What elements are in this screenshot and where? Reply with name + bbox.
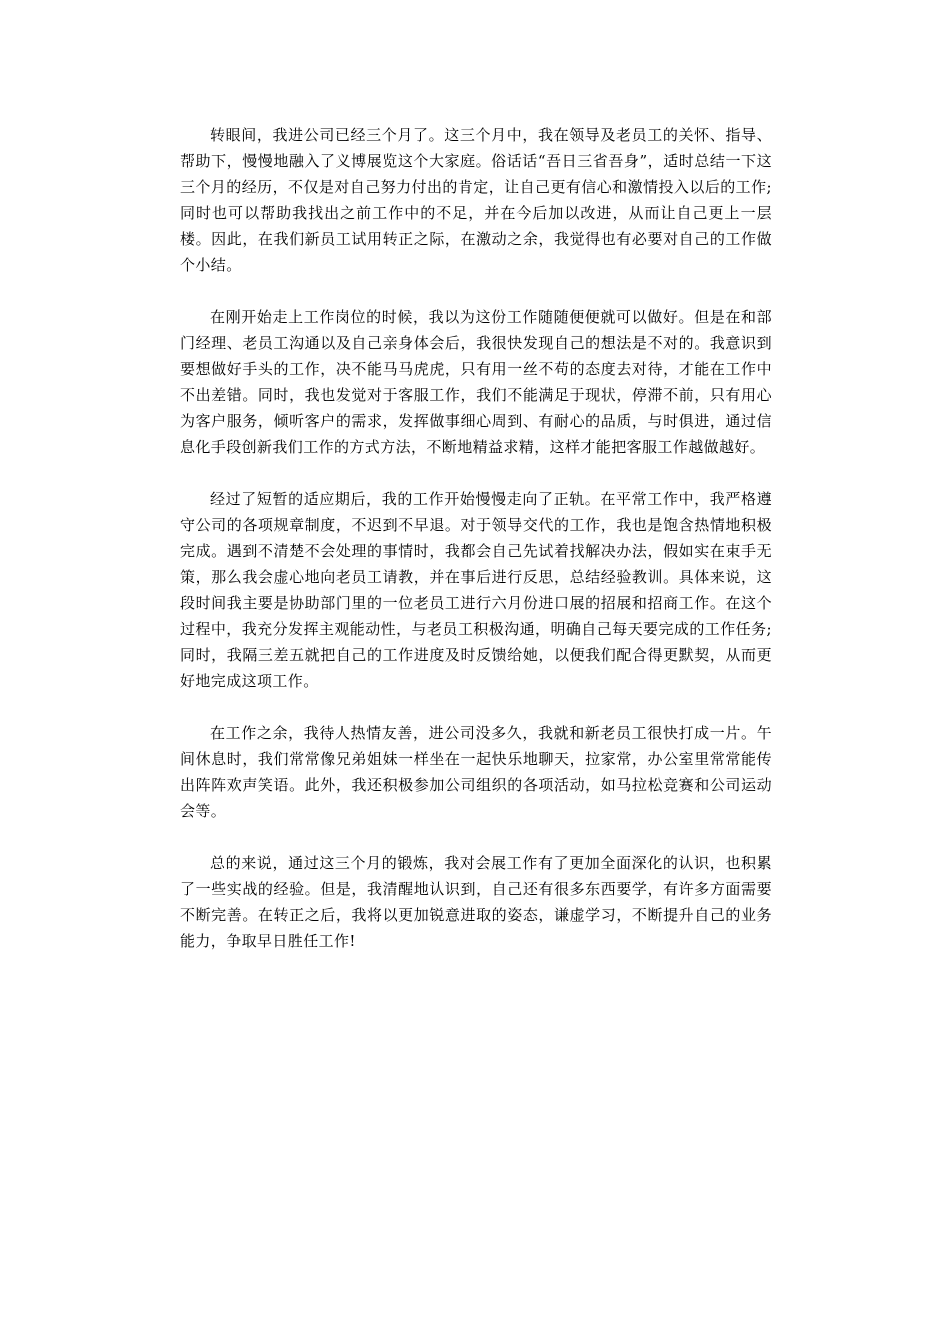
paragraph-intro: 转眼间，我进公司已经三个月了。这三个月中，我在领导及老员工的关怀、指导、帮助下，慢慢地融入了义博展览这个大家庭。俗话话“吾日三省吾身”，适时总结一下这三个月的经历，不仅是对自己努力付出的肯定，让自己更有信心和激情投入以后的工作;同时也可以帮助我找出之前工作中的不足，并在今后加以改进，从而让自己更上一层楼。因此，在我们新员工试用转正之际，在激动之余，我觉得也有必要对自己的工作做个小结。 — [180, 126, 772, 274]
paragraph-conclusion: 总的来说，通过这三个月的锻炼，我对会展工作有了更加全面深化的认识，也积累了一些实战的经验。但是，我清醒地认识到，自己还有很多东西要学，有许多方面需要不断完善。在转正之后，我将以更加锐意进取的姿态，谦虚学习，不断提升自己的业务能力，争取早日胜任工作! — [180, 854, 772, 950]
paragraph-early-experience: 在刚开始走上工作岗位的时候，我以为这份工作随随便便就可以做好。但是在和部门经理、老员工沟通以及自己亲身体会后，我很快发现自己的想法是不对的。我意识到要想做好手头的工作，决不能马马虎虎，只有用一丝不苟的态度去对待，才能在工作中不出差错。同时，我也发觉对于客服工作，我们不能满足于现状，停滞不前，只有用心为客户服务，倾听客户的需求，发挥做事细心周到、有耐心的品质，与时俱进，通过信息化手段创新我们工作的方式方法，不断地精益求精，这样才能把客服工作越做越好。 — [180, 308, 772, 456]
paragraph-colleagues: 在工作之余，我待人热情友善，进公司没多久，我就和新老员工很快打成一片。午间休息时，我们常常像兄弟姐妹一样坐在一起快乐地聊天，拉家常，办公室里常常能传出阵阵欢声笑语。此外，我还积极参加公司组织的各项活动，如马拉松竞赛和公司运动会等。 — [180, 724, 772, 820]
paragraph-work-progress: 经过了短暂的适应期后，我的工作开始慢慢走向了正轨。在平常工作中，我严格遵守公司的各项规章制度，不迟到不早退。对于领导交代的工作，我也是饱含热情地积极完成。遇到不清楚不会处理的事情时，我都会自己先试着找解决办法，假如实在束手无策，那么我会虚心地向老员工请教，并在事后进行反思，总结经验教训。具体来说，这段时间我主要是协助部门里的一位老员工进行六月份进口展的招展和招商工作。在这个过程中，我充分发挥主观能动性，与老员工积极沟通，明确自己每天要完成的工作任务;同时，我隔三差五就把自己的工作进度及时反馈给她，以便我们配合得更默契，从而更好地完成这项工作。 — [180, 490, 772, 690]
document-body — [180, 122, 772, 954]
